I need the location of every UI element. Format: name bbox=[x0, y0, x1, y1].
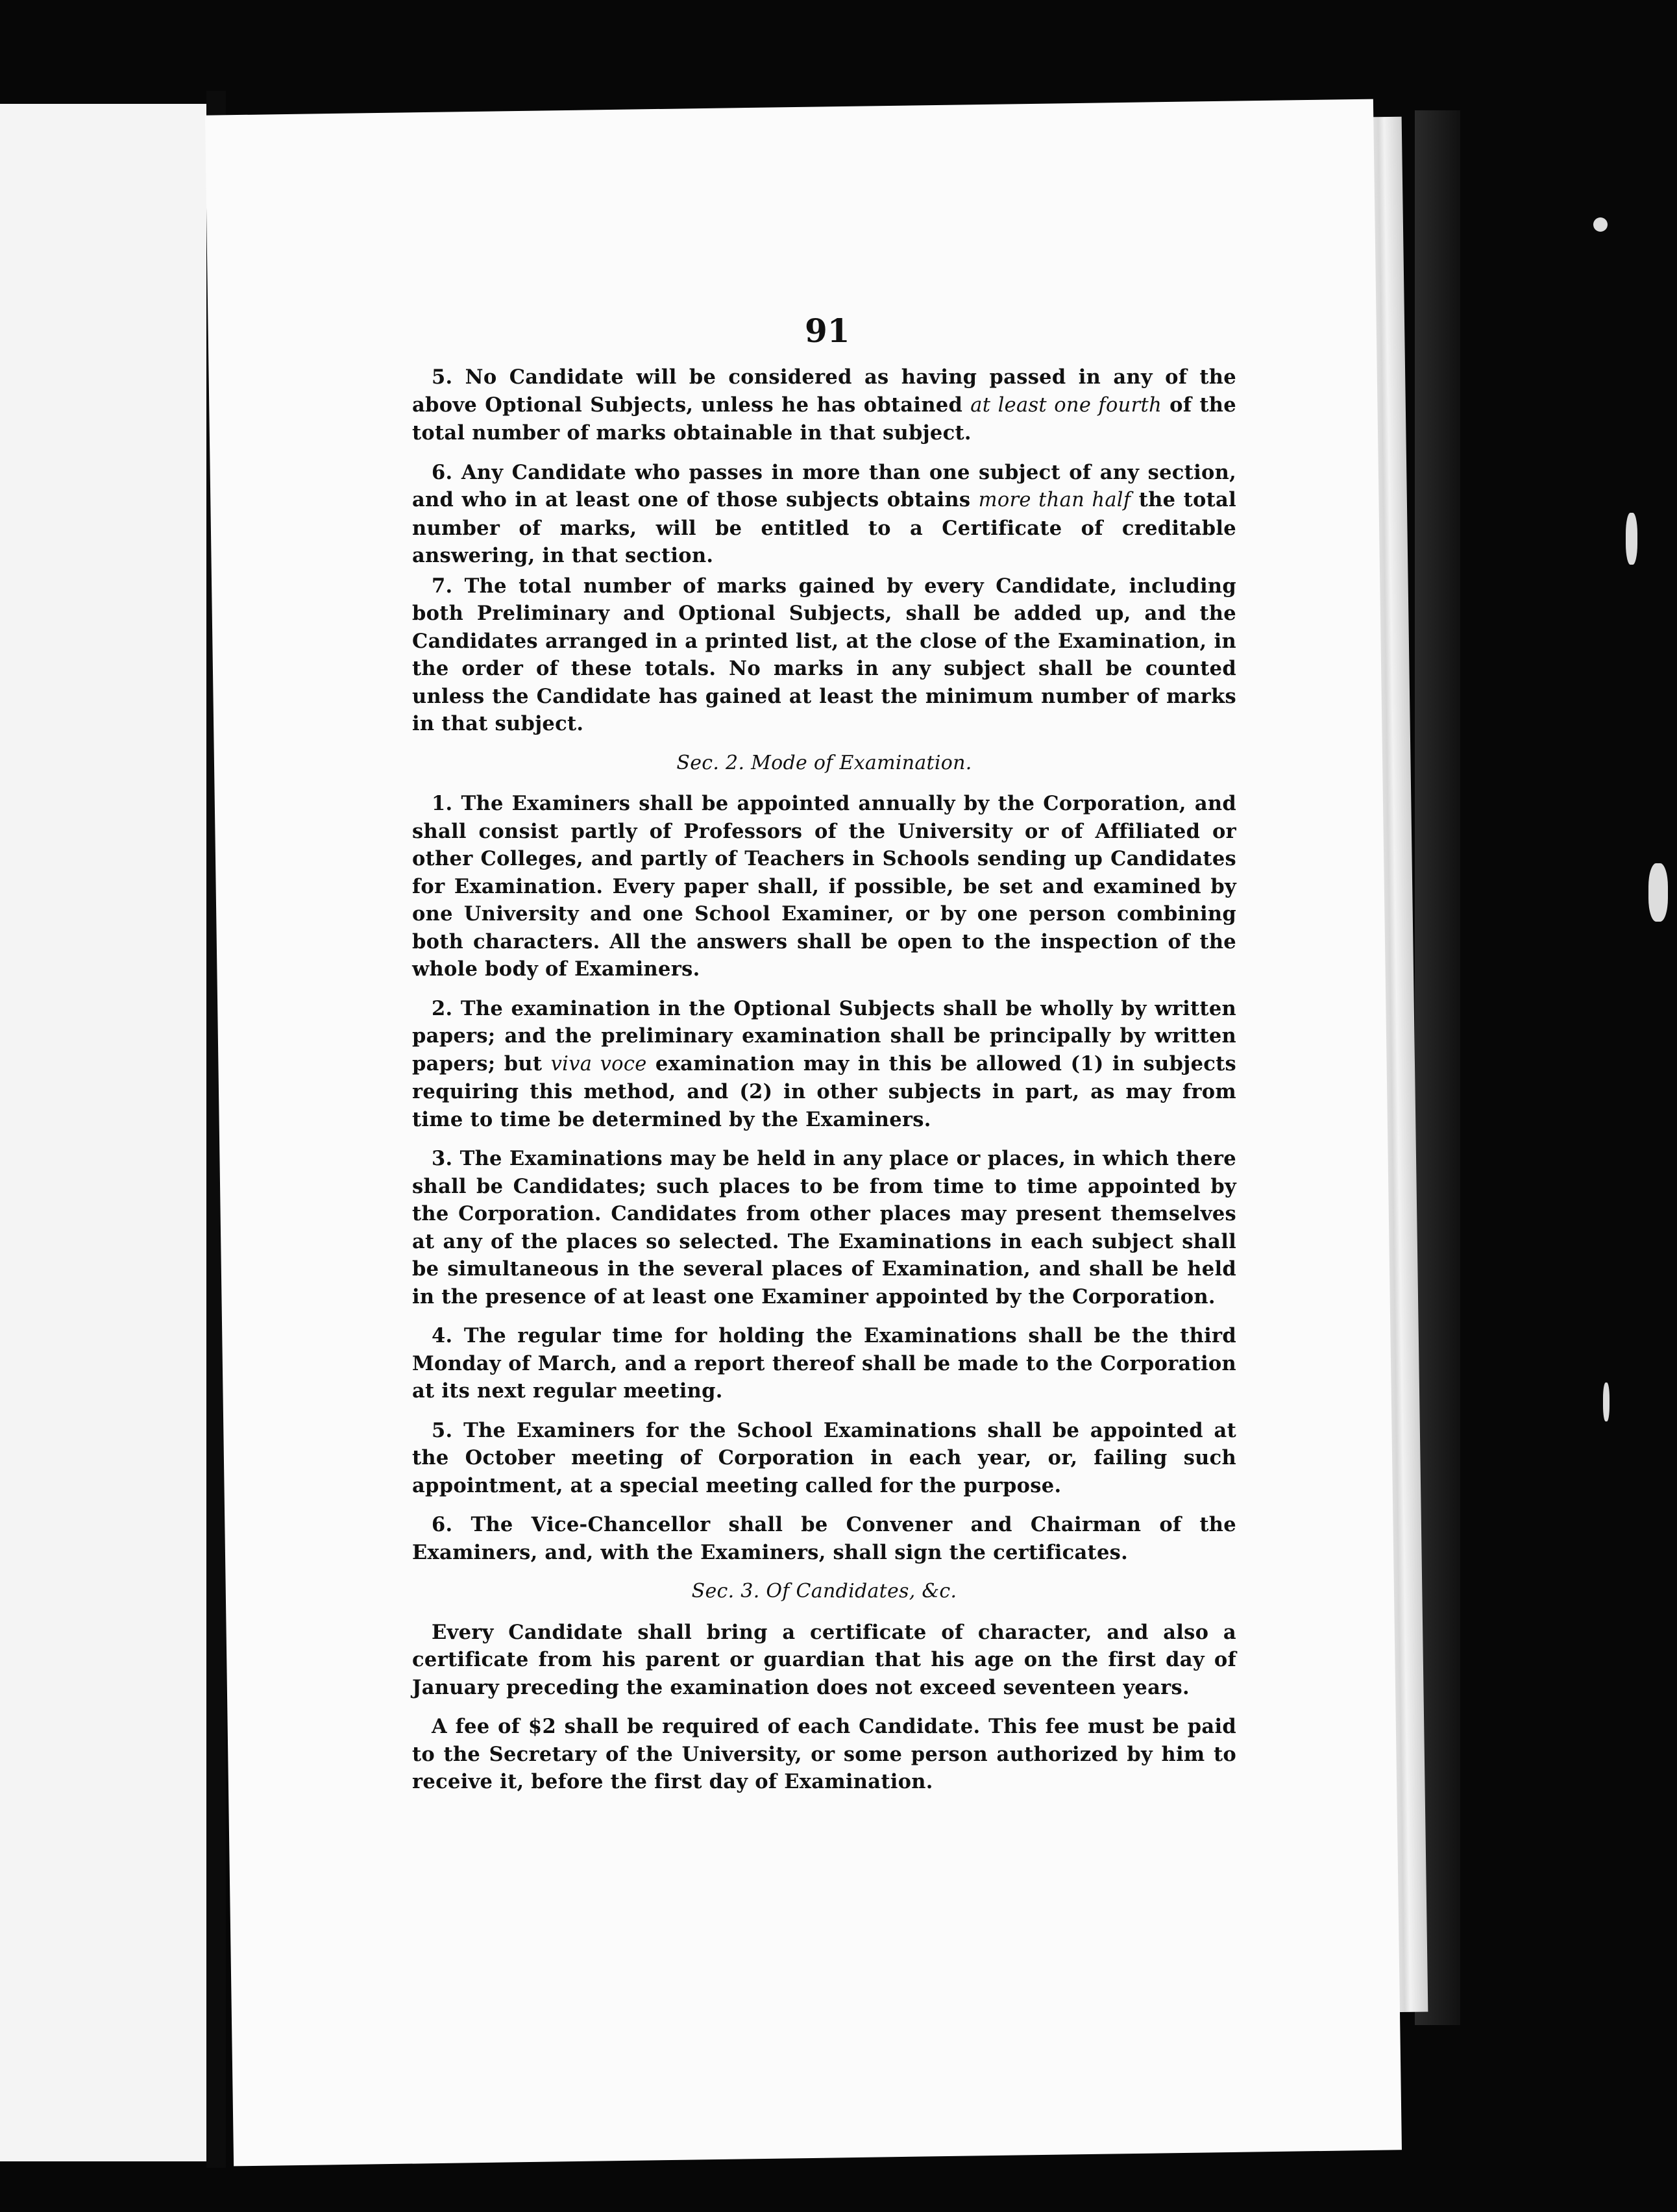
paragraph: 6. Any Candidate who passes in more than one subject of any section, and who in at least one of those subjects obtains more than half the total number of marks, will be entitled to a Certificate of creditable answering, in that section. bbox=[412, 460, 1236, 567]
paragraph: A fee of $2 shall be required of each Candidate. This fee must be paid to the Secretary of the University, or some person authorized by him to receive it, before the first day of Examination. bbox=[412, 1715, 1236, 1793]
dust-speck bbox=[1648, 863, 1668, 922]
paragraph: 7. The total number of marks gained by every Candidate, including both Preliminary and Optional Subjects, shall be added up, and the Candidates arranged in a printed list, at the close of the Examination, in the order of these totals. No marks in any subject shall be counted unless the Candidate has gained at least the minimum number of marks in that subject. bbox=[412, 574, 1236, 735]
paragraph: 4. The regular time for holding the Examinations shall be the third Monday of March, and a report thereof shall be made to the Corporation at its next regular meeting. bbox=[412, 1324, 1236, 1403]
paragraph: 3. The Examinations may be held in any place or places, in which there shall be Candidates; such places to be from time to time appointed by the Corporation. Candidates from other places may present themselves at any of the places so selected. The Examinations in each subject shall be simultaneous in the several places of Examination, and shall be held in the presence of at least one Examiner appointed by the Corporation. bbox=[412, 1147, 1236, 1309]
facing-page bbox=[0, 104, 206, 2161]
page-text bbox=[412, 363, 1236, 1808]
dust-speck bbox=[1593, 217, 1608, 232]
page-number: 91 bbox=[805, 312, 850, 350]
paragraph: 5. The Examiners for the School Examinations shall be appointed at the October meeting of Corporation in each year, or, failing such appointment, at a special meeting called for the purpose. bbox=[412, 1418, 1236, 1497]
dust-speck bbox=[1626, 513, 1637, 565]
section-heading: Sec. 3. Of Candidates, &c. bbox=[691, 1580, 957, 1603]
paragraph: 2. The examination in the Optional Subjects shall be wholly by written papers; and the preliminary examination shall be principally by written papers; but viva voce examination may in this be allowed (1) in subjects requiring this method, and (2) in other subjects in part, as may from time to time be determined by the Examiners. bbox=[412, 996, 1236, 1131]
dust-speck bbox=[1603, 1382, 1610, 1421]
paragraph: 5. No Candidate will be considered as having passed in any of the above Optional Subjects, unless he has obtained at least one fourth of the total number of marks obtainable in that subject. bbox=[412, 365, 1236, 445]
paragraph: 6. The Vice-Chancellor shall be Convener and Chairman of the Examiners, and, with the Examiners, shall sign the certificates. bbox=[412, 1513, 1236, 1564]
section-heading: Sec. 2. Mode of Examination. bbox=[676, 751, 972, 774]
paragraph: Every Candidate shall bring a certificate of character, and also a certificate from his parent or guardian that his age on the first day of January preceding the examination does not exceed seventeen years. bbox=[412, 1620, 1236, 1699]
paragraph: 1. The Examiners shall be appointed annually by the Corporation, and shall consist partly of Professors of the University or of Affiliated or other Colleges, and partly of Teachers in Schools sending up Candidates for Examination. Every paper shall, if possible, be set and examined by one University and one School Examiner, or by one person combining both characters. All the answers shall be open to the inspection of the whole body of Examiners. bbox=[412, 792, 1236, 981]
